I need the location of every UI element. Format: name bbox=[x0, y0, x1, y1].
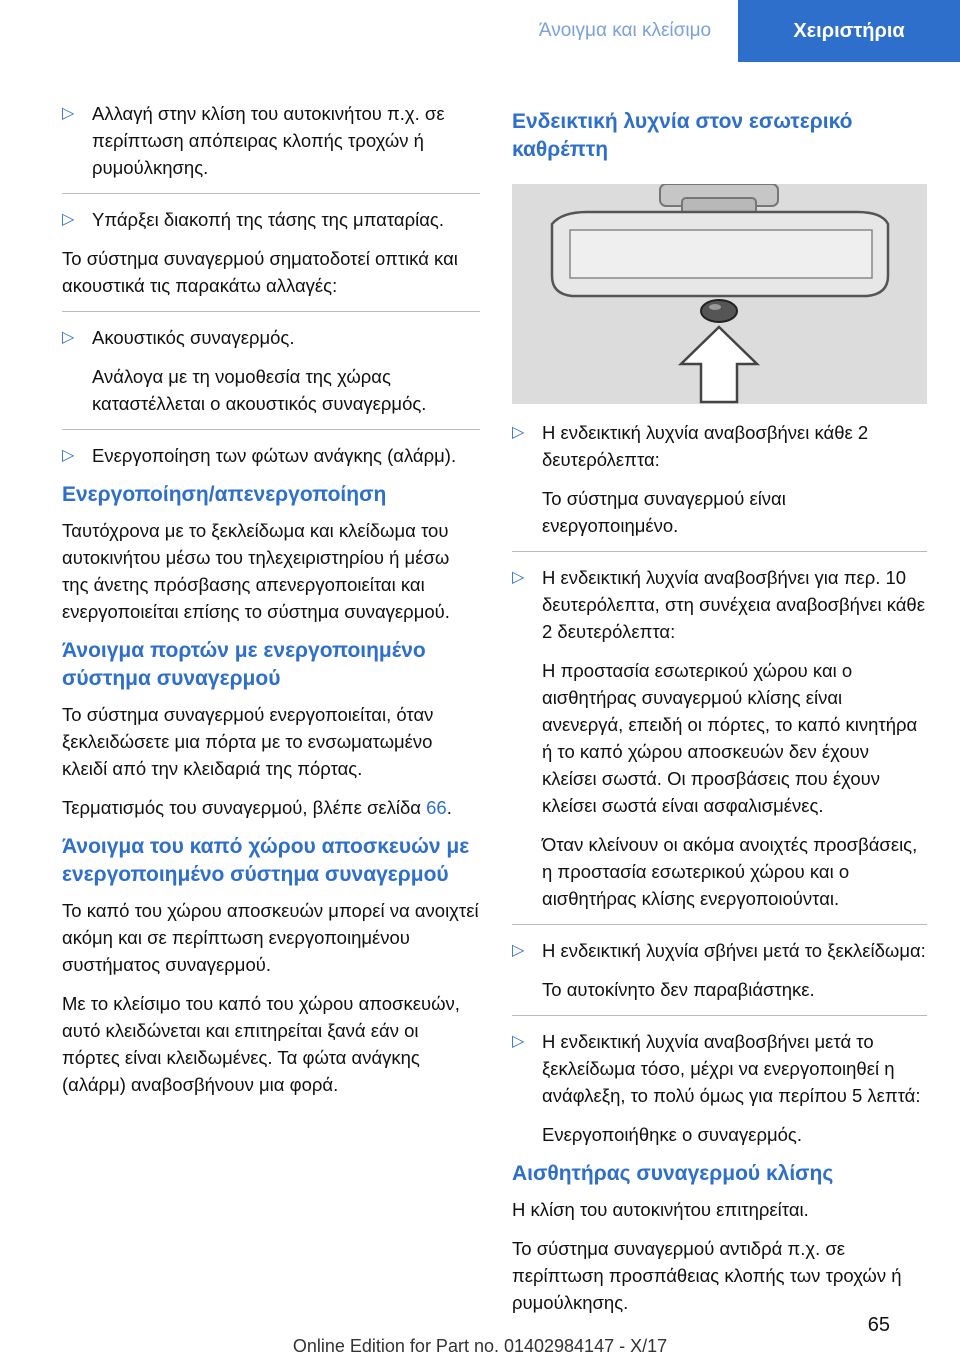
divider bbox=[512, 924, 927, 925]
indicator-lamp bbox=[701, 300, 737, 322]
page-ref-end: . bbox=[446, 797, 452, 818]
list-item: ▷ Ακουστικός συναγερμός. bbox=[62, 324, 480, 351]
list-item-detail: Το αυτοκίνητο δεν παραβιάστηκε. bbox=[542, 979, 815, 1000]
list-item: ▷ Αλλαγή στην κλίση του αυτοκινήτου π.χ. σε περίπτωση απόπειρας κλοπής τροχών ή ρυμούλκησης. bbox=[62, 100, 480, 181]
list-item-detail: Όταν κλείνουν οι ακόμα ανοιχτές προσβάσεις, η προστασία εσωτερικού χώρου και ο αισθητήρας κλίσης ενεργοποιούνται. bbox=[542, 834, 918, 909]
list-item: ▷ Ενεργοποίηση των φώτων ανάγκης (αλάρμ). bbox=[62, 442, 480, 469]
heading: Άνοιγμα του καπό χώρου αποσκευών με ενεργοποιημένο σύστημα συναγερμού bbox=[62, 835, 470, 886]
mirror-indicator-image bbox=[512, 184, 927, 404]
paragraph: Το σύστημα συναγερμού ενεργοποιείται, όταν ξεκλειδώσετε μια πόρτα με το ενσωματωμένο κλειδί από την κλειδαριά της πόρτας. bbox=[62, 704, 434, 779]
list-item: ▷ Η ενδεικτική λυχνία αναβοσβήνει κάθε 2 δευτερόλεπτα: bbox=[512, 419, 927, 473]
list-item: ▷ Η ενδεικτική λυχνία αναβοσβήνει μετά το ξεκλείδωμα τόσο, μέχρι να ενεργοποιηθεί η ανάφλεξη, το πολύ όμως για περίπου 5 λεπτά: bbox=[512, 1028, 927, 1109]
heading: Αισθητήρας συναγερμού κλίσης bbox=[512, 1162, 834, 1185]
section-title: Άνοιγμα και κλείσιμο bbox=[512, 0, 738, 62]
paragraph: Η κλίση του αυτοκινήτου επιτηρείται. bbox=[512, 1199, 809, 1220]
chapter-tab: Χειριστήρια bbox=[738, 0, 960, 62]
left-column bbox=[62, 100, 480, 1110]
list-item: ▷ Η ενδεικτική λυχνία αναβοσβήνει για περ. 10 δευτερόλεπτα, στη συνέχεια αναβοσβήνει κάθε 2 δευτερόλεπτα: bbox=[512, 564, 927, 645]
page-link[interactable]: 66 bbox=[426, 797, 447, 818]
divider bbox=[512, 1015, 927, 1016]
divider bbox=[62, 193, 480, 194]
paragraph: Ταυτόχρονα με το ξεκλείδωμα και κλείδωμα του αυτοκινήτου μέσω του τηλεχειριστηρίου ή μέσω της άνετης πρόσβασης απενεργοποιείται και ενεργοποιείται επίσης το σύστημα συναγερμού. bbox=[62, 520, 450, 622]
divider bbox=[512, 551, 927, 552]
page-number: 65 bbox=[867, 1314, 890, 1336]
list-item-detail: Η προστασία εσωτερικού χώρου και ο αισθητήρας συναγερμού κλίσης είναι ανενεργά, επειδή οι πόρτες, το καπό κινητήρα ή το καπό χώρου αποσκευών δεν έχουν κλείσει σωστά. Οι προσβάσεις που έχουν κλείσει σωστά είναι ασφαλισμένες. bbox=[542, 660, 918, 816]
list-item: ▷ Υπάρξει διακοπή της τάσης της μπαταρίας. bbox=[62, 206, 480, 233]
list-item-detail: Το σύστημα συναγερμού είναι ενεργοποιημένο. bbox=[542, 488, 786, 536]
paragraph: Με το κλείσιμο του καπό του χώρου αποσκευών, αυτό κλειδώνεται και επιτηρείται ξανά εάν οι πόρτες είναι κλειδωμένες. Τα φώτα ανάγκης (αλάρμ) αναβοσβήνουν μια φορά. bbox=[62, 993, 460, 1095]
heading: Άνοιγμα πορτών με ενεργοποιημένο σύστημα συναγερμού bbox=[62, 639, 426, 690]
heading: Ενεργοποίηση/απενεργοποίηση bbox=[62, 483, 387, 506]
paragraph: Το καπό του χώρου αποσκευών μπορεί να ανοιχτεί ακόμη και σε περίπτωση ενεργοποιημένου συστήματος συναγερμού. bbox=[62, 900, 479, 975]
page-header bbox=[512, 0, 960, 62]
divider bbox=[62, 311, 480, 312]
list-item-detail: Ενεργοποιήθηκε ο συναγερμός. bbox=[542, 1124, 802, 1145]
page-ref-text: Τερματισμός του συναγερμού, βλέπε σελίδα bbox=[62, 797, 421, 818]
paragraph: Το σύστημα συναγερμού σηματοδοτεί οπτικά και ακουστικά τις παρακάτω αλλαγές: bbox=[62, 248, 458, 296]
footer-edition: Online Edition for Part no. 01402984147 - X/17 bbox=[292, 1336, 668, 1356]
list-item: ▷ Η ενδεικτική λυχνία σβήνει μετά το ξεκλείδωμα: bbox=[512, 937, 927, 964]
heading: Ενδεικτική λυχνία στον εσωτερικό καθρέπτη bbox=[512, 110, 853, 161]
paragraph bbox=[62, 794, 480, 821]
divider bbox=[62, 429, 480, 430]
right-column bbox=[512, 102, 927, 1328]
paragraph: Το σύστημα συναγερμού αντιδρά π.χ. σε περίπτωση προσπάθειας κλοπής των τροχών ή ρυμούλκησης. bbox=[512, 1238, 902, 1313]
list-item-detail: Ανάλογα με τη νομοθεσία της χώρας καταστέλλεται ο ακουστικός συναγερμός. bbox=[92, 366, 427, 414]
